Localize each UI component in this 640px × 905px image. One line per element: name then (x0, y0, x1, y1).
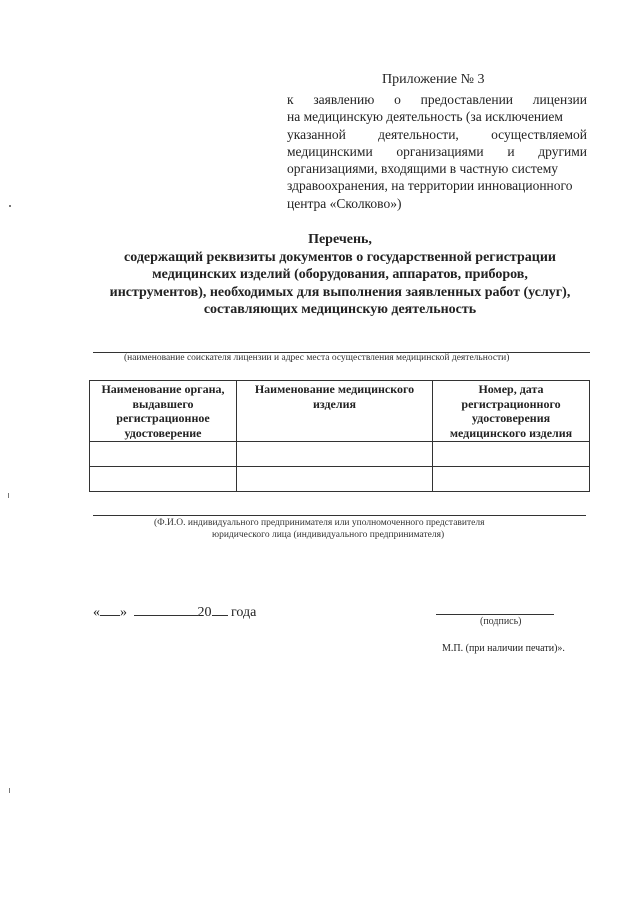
table-cell[interactable] (90, 467, 237, 492)
month-field[interactable] (134, 602, 198, 616)
table-row (90, 442, 590, 467)
table-header-cell: Наименование органа, выдавшего регистрационное удостоверение (90, 381, 237, 442)
signature-caption: (подпись) (480, 616, 522, 627)
scan-speck (8, 493, 9, 498)
stamp-note: М.П. (при наличии печати)». (442, 643, 565, 654)
table-cell[interactable] (237, 442, 433, 467)
table-cell[interactable] (433, 467, 590, 492)
document-heading (80, 231, 600, 319)
appendix-line: указанной деятельности, осуществляемой (287, 126, 587, 142)
scan-speck (9, 788, 10, 793)
date-open-quote: « (93, 605, 100, 620)
heading-line: Перечень, (308, 232, 372, 247)
scan-speck (9, 205, 11, 207)
heading-line: инструментов), необходимых для выполнения заявленных работ (услуг), (109, 284, 571, 300)
year-prefix: 20 (197, 605, 212, 620)
appendix-line: медицинскими организациями и другими (287, 143, 587, 159)
table-row (90, 467, 590, 492)
registration-table (89, 380, 590, 492)
signer-name-line (93, 515, 586, 516)
appendix-text (287, 91, 587, 212)
date-close-quote: » (120, 605, 127, 620)
table-header-cell: Номер, дата регистрационного удостоверения медицинского изделия (433, 381, 590, 442)
day-field[interactable] (100, 602, 120, 616)
table-cell[interactable] (237, 467, 433, 492)
signer-caption-line1: (Ф.И.О. индивидуального предпринимателя или уполномоченного представителя (154, 518, 485, 528)
table-header-cell: Наименование медицинского изделия (237, 381, 433, 442)
appendix-line: на медицинскую деятельность (за исключением (287, 109, 563, 125)
table-cell[interactable] (90, 442, 237, 467)
heading-line: содержащий реквизиты документов о государственной регистрации (124, 249, 556, 265)
appendix-line: к заявлению о предоставлении лицензии (287, 92, 587, 107)
signature-line[interactable] (436, 614, 554, 615)
appendix-line: организациями, входящими в частную систему (287, 161, 559, 177)
year-field[interactable] (212, 602, 228, 616)
date-line (93, 602, 256, 621)
appendix-line: здравоохранения, на территории инновационного (287, 178, 573, 194)
signer-caption-line2: юридического лица (индивидуального предпринимателя) (212, 530, 445, 540)
appendix-title: Приложение № 3 (382, 72, 485, 87)
appendix-line: центра «Сколково») (287, 195, 402, 211)
year-suffix: года (231, 605, 257, 620)
heading-line: медицинских изделий (оборудования, аппаратов, приборов, (152, 267, 528, 282)
table-header-row (90, 381, 590, 442)
table-cell[interactable] (433, 442, 590, 467)
heading-line: составляющих медицинскую деятельность (203, 302, 477, 317)
applicant-caption: (наименование соискателя лицензии и адрес места осуществления медицинской деятельности) (124, 353, 510, 363)
